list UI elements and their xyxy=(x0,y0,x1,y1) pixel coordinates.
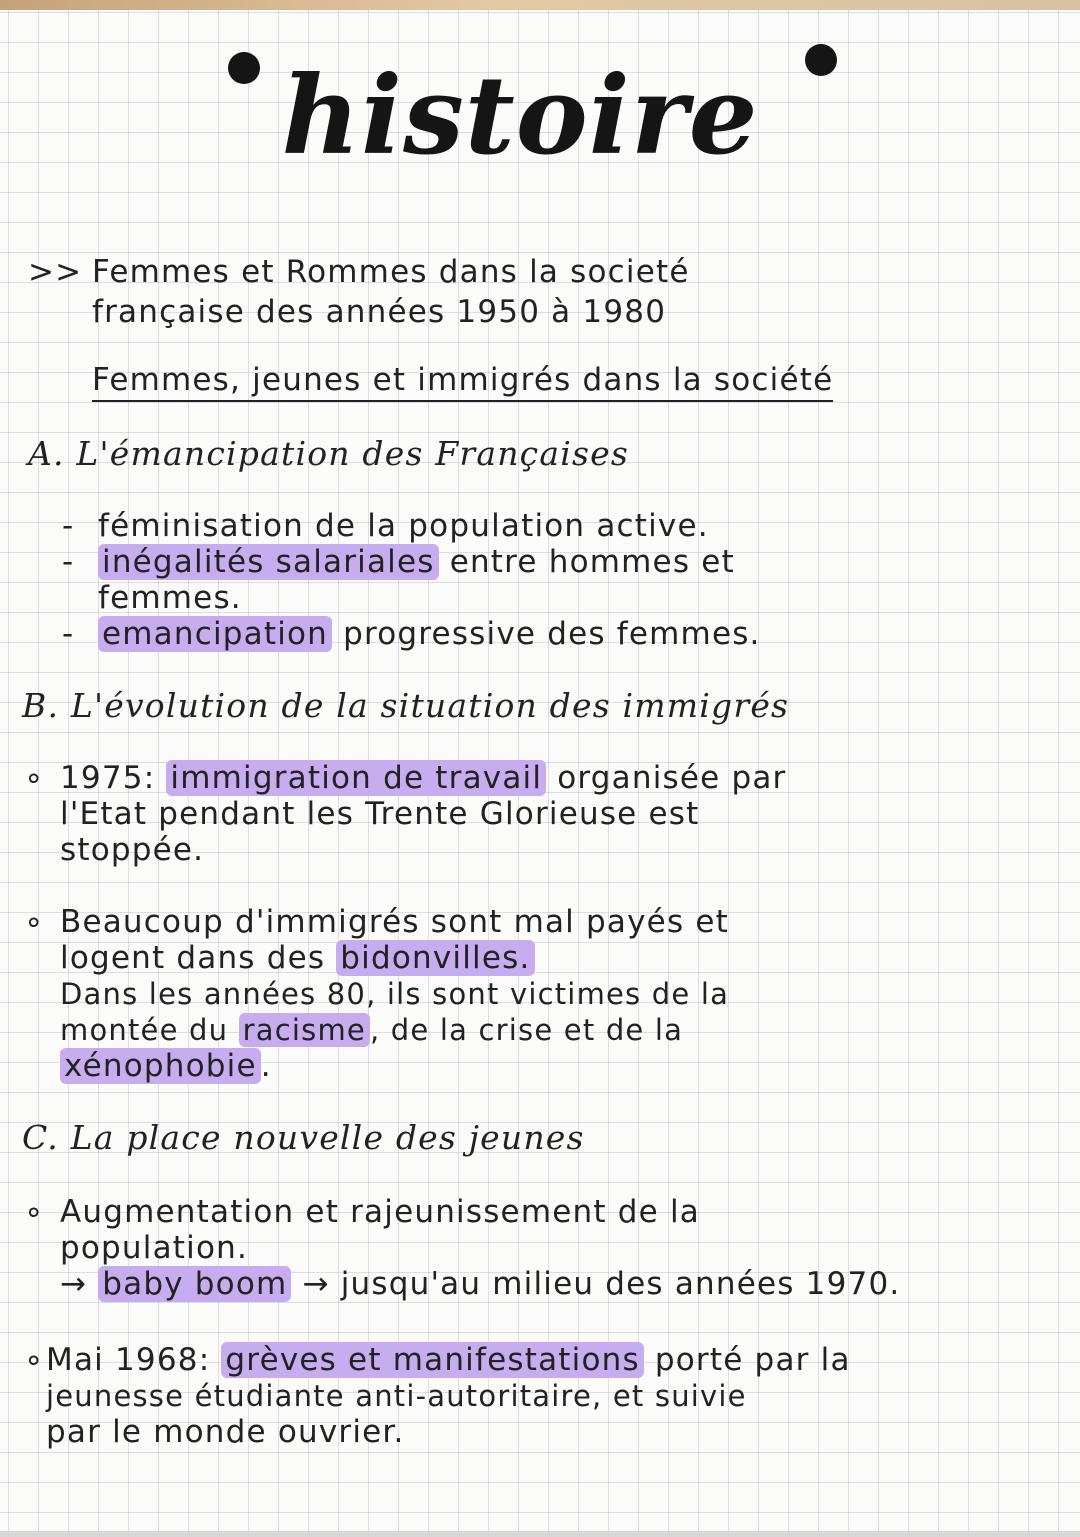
section-b-p2-line2 xyxy=(60,940,535,976)
top-binding-strip xyxy=(0,0,1080,10)
section-b-p2-line4 xyxy=(60,1012,683,1048)
section-b-p2-line5-rest: . xyxy=(260,1048,272,1084)
highlight-racisme: racisme xyxy=(239,1013,370,1047)
highlight-emancipation: emancipation xyxy=(98,616,332,652)
section-c-p1-line2: population. xyxy=(60,1230,249,1266)
highlight-greves: grèves et manifestations xyxy=(221,1342,643,1378)
section-b-p1-line3: stoppée. xyxy=(60,832,205,868)
section-c-p1-line1: Augmentation et rajeunissement de la xyxy=(60,1194,700,1230)
section-b-p2-line1: Beaucoup d'immigrés sont mal payés et xyxy=(60,904,729,940)
chapter-title-line2: française des années 1950 à 1980 xyxy=(92,294,667,330)
section-c-p2-line2: jeunesse étudiante anti-autoritaire, et suivie xyxy=(46,1379,747,1413)
section-c-bullet-1: ∘ xyxy=(24,1194,45,1230)
section-c-title: C. La place nouvelle des jeunes xyxy=(22,1118,585,1157)
section-b-p1-rest: organisée par xyxy=(557,760,787,796)
binder-hole-right xyxy=(805,44,837,76)
page-title: histoire xyxy=(281,53,759,179)
arrow-icon: → xyxy=(60,1266,88,1302)
chapter-marker: >> xyxy=(28,254,83,290)
section-b-p2-line2-pre: logent dans des xyxy=(60,940,326,976)
chapter-title-line1: Femmes et Rommes dans la societé xyxy=(92,254,690,290)
section-b-bullet-1: ∘ xyxy=(24,760,45,796)
section-b-p1-line2: l'Etat pendant les Trente Glorieuse est xyxy=(60,796,700,832)
section-a-bullet-2-line1 xyxy=(98,544,735,580)
section-c-p2-line3: par le monde ouvrier. xyxy=(46,1414,405,1450)
section-c-p2-line1 xyxy=(46,1342,851,1378)
highlight-xenophobie: xénophobie xyxy=(60,1048,261,1084)
section-a-bullet-3 xyxy=(98,616,761,652)
section-b-p2-line5 xyxy=(60,1048,272,1084)
section-b-p2-line3: Dans les années 80, ils sont victimes de la xyxy=(60,977,730,1011)
section-a-bullet-2-rest: entre hommes et xyxy=(449,544,735,580)
section-a-bullet-2-line2: femmes. xyxy=(98,580,242,616)
section-a-title: A. L'émancipation des Françaises xyxy=(28,434,629,473)
section-b-title: B. L'évolution de la situation des immigrés xyxy=(22,686,790,725)
section-c-p1-line3-rest: → jusqu'au milieu des années 1970. xyxy=(302,1266,901,1302)
section-c-p1-line3 xyxy=(60,1266,900,1302)
section-a-dash-2: - xyxy=(62,544,75,580)
section-c-p2-lead: Mai 1968: xyxy=(46,1342,211,1378)
section-a-dash-3: - xyxy=(62,616,75,652)
highlight-bidonvilles: bidonvilles. xyxy=(336,940,534,976)
section-b-p1-line1 xyxy=(60,760,787,796)
highlight-baby-boom: baby boom xyxy=(98,1266,291,1302)
section-a-bullet-3-rest: progressive des femmes. xyxy=(343,616,761,652)
highlight-inegalites: inégalités salariales xyxy=(98,544,439,580)
section-b-p2-line4-pre: montée du xyxy=(60,1013,229,1047)
binder-hole-left xyxy=(228,52,260,84)
section-a-dash-1: - xyxy=(62,508,75,544)
section-b-p1-lead: 1975: xyxy=(60,760,156,796)
subheading: Femmes, jeunes et immigrés dans la société xyxy=(92,362,833,402)
section-a-bullet-1: féminisation de la population active. xyxy=(98,508,709,544)
highlight-immigration: immigration de travail xyxy=(166,760,546,796)
section-b-bullet-2: ∘ xyxy=(24,904,45,940)
section-b-p2-line4-rest: , de la crise et de la xyxy=(369,1013,684,1047)
section-c-p2-rest: porté par la xyxy=(654,1342,851,1378)
section-c-bullet-2: ∘ xyxy=(24,1342,45,1378)
